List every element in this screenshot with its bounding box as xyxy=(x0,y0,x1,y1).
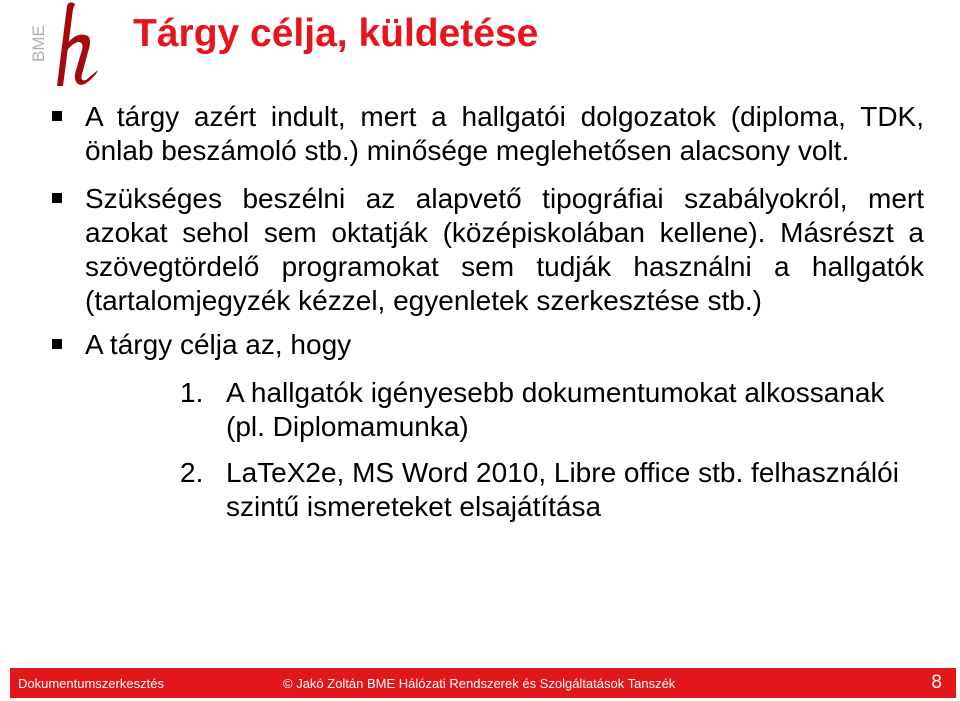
bullet-item xyxy=(48,328,924,362)
bullet-text: A tárgy célja az, hogy xyxy=(85,329,352,360)
goal-number: 2. xyxy=(180,457,204,488)
bme-logo xyxy=(0,0,110,90)
goal-text: A hallgatók igényesebb dokumentumokat alkossanak (pl. Diplomamunka) xyxy=(226,377,885,442)
bullet-item xyxy=(48,182,924,318)
footer-course: Dokumentumszerkesztés xyxy=(18,676,164,691)
goal-number: 1. xyxy=(180,377,204,408)
square-bullet-icon xyxy=(52,339,62,349)
logo-text: BME xyxy=(29,25,48,62)
footer-bar xyxy=(10,668,956,698)
slide-title: Tárgy célja, küldetése xyxy=(133,12,539,55)
square-bullet-icon xyxy=(52,193,62,203)
footer-copyright: © Jakó Zoltán BME Hálózati Rendszerek és Szolgáltatások Tanszék xyxy=(283,676,676,691)
goal-item xyxy=(180,456,924,524)
square-bullet-icon xyxy=(52,111,62,121)
bullet-item xyxy=(48,100,924,168)
goals-list xyxy=(48,376,924,524)
goal-item xyxy=(180,376,924,444)
bme-h-logo-icon xyxy=(0,0,110,90)
page-number: 8 xyxy=(931,672,942,693)
bullet-text: Szükséges beszélni az alapvető tipográfiai szabályokról, mert azokat sehol sem oktatják (középiskolában kellene). Másrészt a szövegtördelő programokat sem tudják használni a hallgatók (tartalomjegyzék kézzel, egyenletek szerkesztése stb.) xyxy=(85,183,924,316)
bullet-text: A tárgy azért indult, mert a hallgatói dolgozatok (diploma, TDK, önlab beszámoló stb.) minősége meglehetősen alacsony volt. xyxy=(85,101,924,166)
goal-text: LaTeX2e, MS Word 2010, Libre office stb. felhasználói szintű ismereteket elsajátítása xyxy=(226,457,899,522)
slide-content xyxy=(48,100,924,524)
